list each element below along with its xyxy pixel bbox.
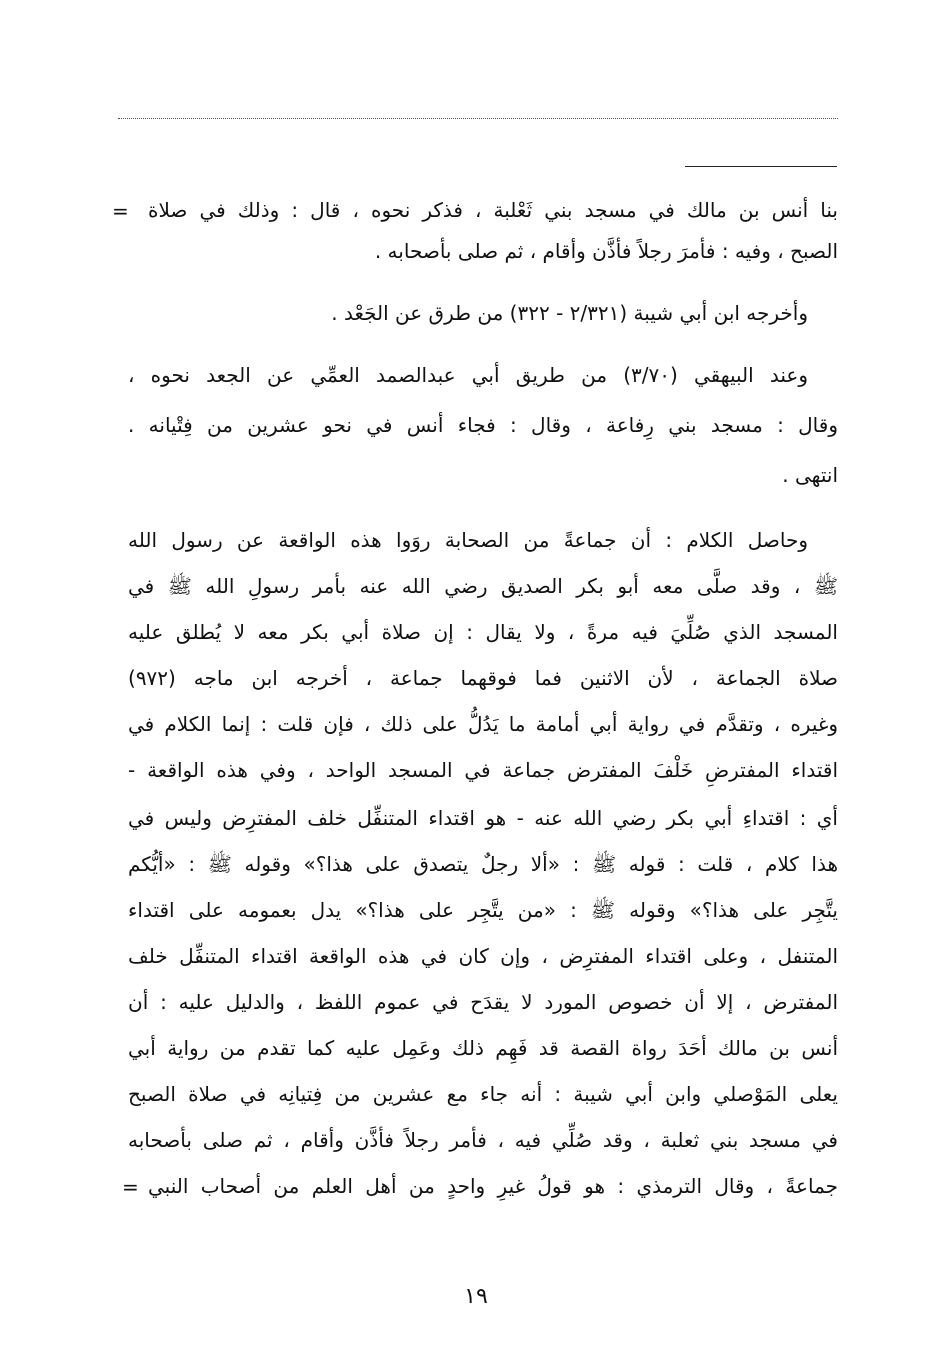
text-line: أي : اقتداءِ أبي بكر رضي الله عنه - هو اقتداء المتنفِّل خلف المفترِض وليس في	[128, 806, 838, 830]
text-line: أنس بن مالك أحَدَ رواة القصة قد فَهِم ذلك وعَمِل عليه كما تقدم من رواية أبي	[128, 1036, 838, 1060]
text-line: المتنفل ، وعلى اقتداء المفترِض ، وإن كان في هذه الواقعة اقتداء المتنفِّل خلف	[128, 944, 838, 968]
text-line: وأخرجه ابن أبي شيبة (٢/٣٢١ - ٣٢٢) من طرق عن الجَعْد .	[331, 301, 808, 325]
text-line: صلاة الجماعة ، لأن الاثنين فما فوقهما جماعة ، أخرجه ابن ماجه (٩٧٢)	[128, 666, 838, 690]
text-line: انتهى .	[782, 463, 838, 487]
text-line: يتَّجِر على هذا؟» وقوله ﷺ : «من يتَّجِر على هذا؟» يدل بعمومه على اقتداء	[128, 898, 838, 922]
continuation-mark-start: =	[112, 199, 129, 223]
text-line: اقتداء المفترضِ خَلْفَ المفترض جماعة في المسجد الواحد ، وفي هذه الواقعة -	[128, 758, 838, 782]
text-line: بنا أنس بن مالك في مسجد بني ثَعْلبة ، فذكر نحوه ، قال : وذلك في صلاة	[148, 198, 838, 222]
footnote-separator	[685, 166, 837, 167]
text-line: يعلى المَوْصلي وابن أبي شيبة : أنه جاء مع عشرين من فِتيانِه في صلاة الصبح	[128, 1082, 838, 1106]
text-line: المسجد الذي صُلِّيَ فيه مرةً ، ولا يقال : إن صلاة أبي بكر معه لا يُطلق عليه	[128, 620, 838, 644]
text-line: الصبح ، وفيه : فأمرَ رجلاً فأذَّن وأقام ، ثم صلى بأصحابه .	[374, 239, 838, 263]
text-line: وقال : مسجد بني رِفاعة ، وقال : فجاء أنس في نحو عشرين من فِتْيانه .	[128, 413, 838, 437]
page-number: ١٩	[464, 1284, 488, 1309]
text-line: وحاصل الكلام : أن جماعةً من الصحابة روَوا هذه الواقعة عن رسول الله	[128, 528, 808, 552]
text-line: هذا كلام ، قلت : قوله ﷺ : «ألا رجلٌ يتصدق على هذا؟» وقوله ﷺ : «أيُّكم	[128, 852, 838, 876]
continuation-mark-end: =	[122, 1175, 139, 1199]
header-dotted-rule	[118, 118, 838, 119]
text-line: ﷺ ، وقد صلَّى معه أبو بكر الصديق رضي الله عنه بأمر رسولِ الله ﷺ في	[128, 574, 838, 598]
text-line: المفترض ، إلا أن خصوص المورد لا يقدَح في عموم اللفظ ، والدليل عليه : أن	[128, 990, 838, 1014]
text-line: في مسجد بني ثعلبة ، وقد صُلِّي فيه ، فأمر رجلاً فأذَّن وأقام ، ثم صلى بأصحابه	[128, 1128, 838, 1152]
text-line: جماعةً ، وقال الترمذي : هو قولُ غيرِ واحدٍ من أهل العلم من أصحاب النبي	[148, 1174, 838, 1198]
text-line: وغيره ، وتقدَّم في رواية أبي أمامة ما يَدُلُّ على ذلك ، فإن قلت : إنما الكلام في	[128, 712, 838, 736]
text-line: وعند البيهقي (٣/٧٠) من طريق أبي عبدالصمد العمِّي عن الجعد نحوه ،	[128, 363, 808, 387]
